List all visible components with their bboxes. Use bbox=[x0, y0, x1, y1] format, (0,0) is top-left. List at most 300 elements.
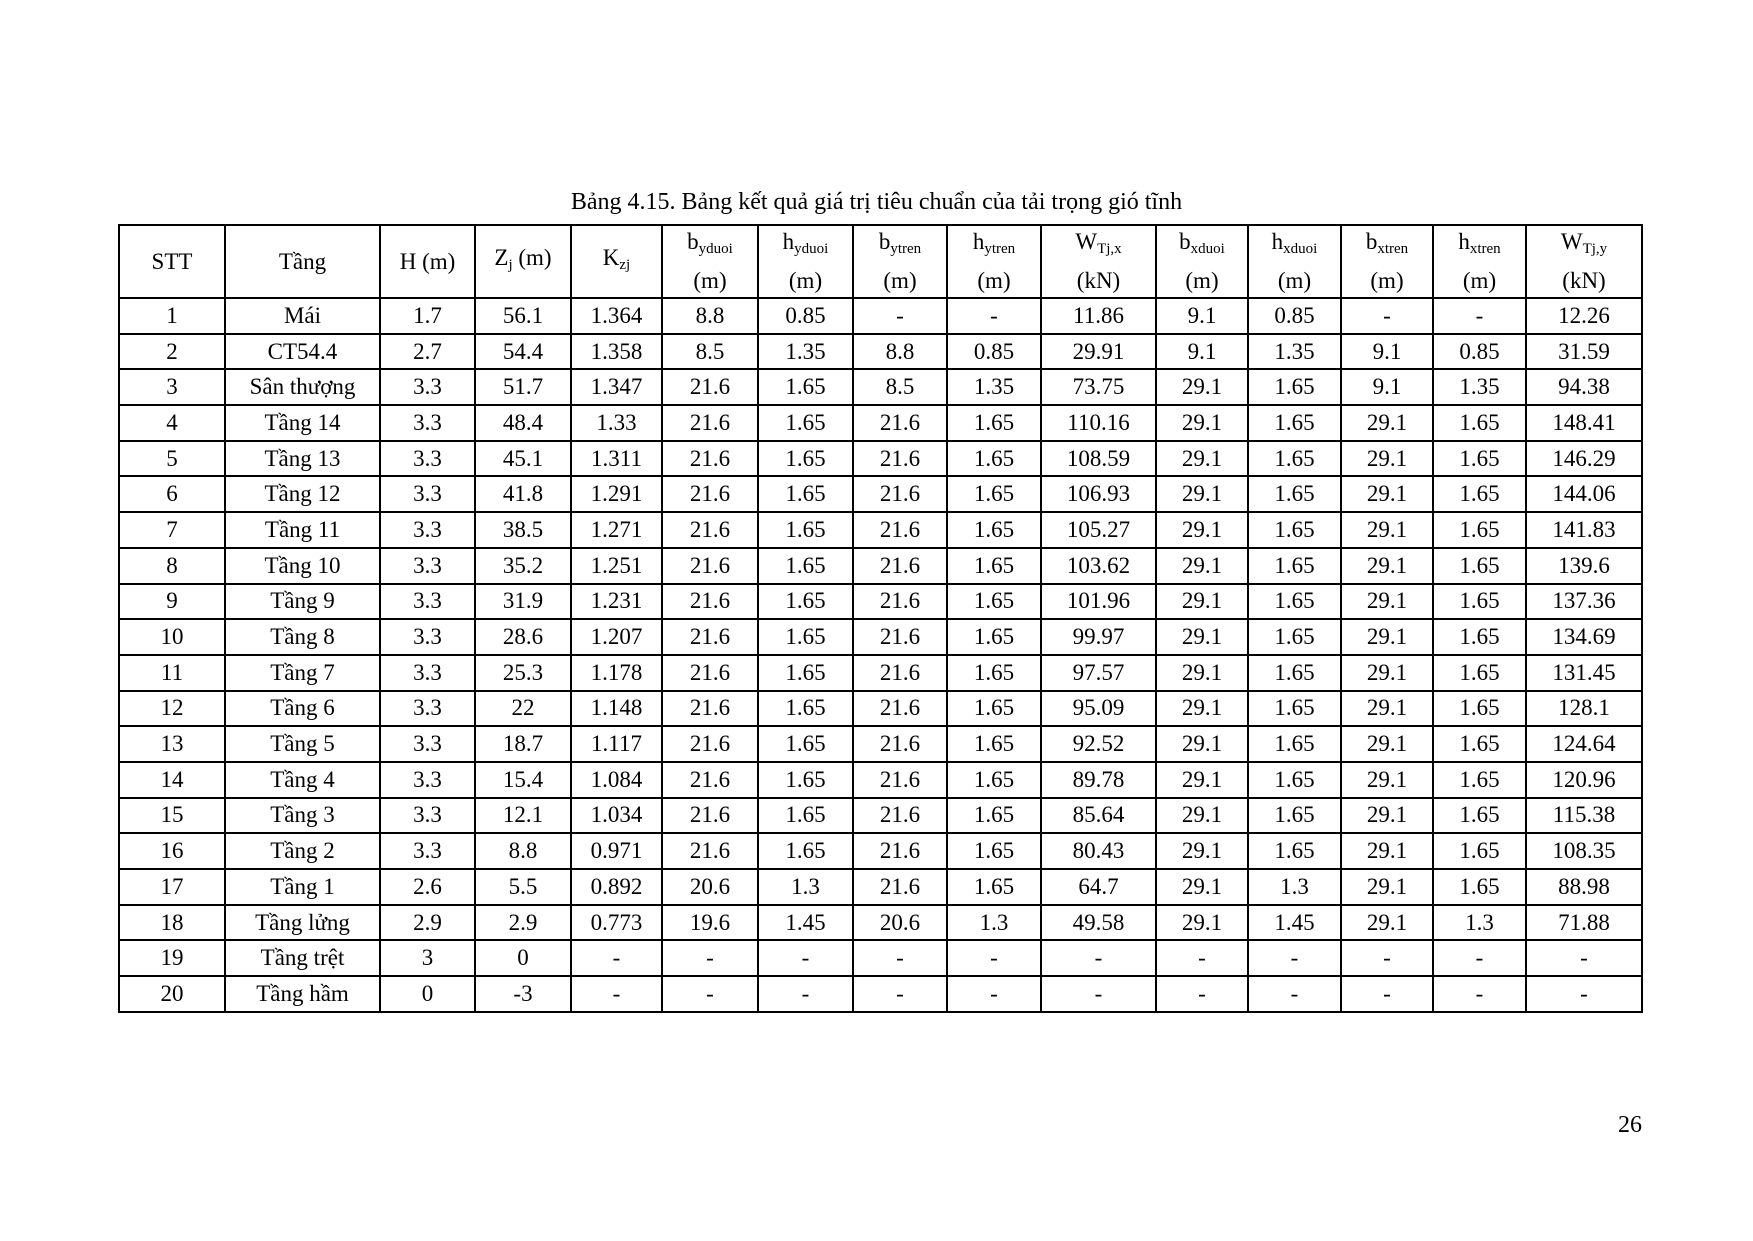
table-cell: 21.6 bbox=[662, 584, 758, 620]
table-cell: - bbox=[1433, 298, 1526, 334]
table-cell: 128.1 bbox=[1526, 691, 1642, 727]
table-cell: 13 bbox=[119, 726, 225, 762]
table-cell: 1.65 bbox=[1433, 619, 1526, 655]
table-cell: - bbox=[758, 976, 853, 1012]
table-cell: - bbox=[1433, 940, 1526, 976]
table-cell: 1.65 bbox=[947, 726, 1041, 762]
column-header-label bbox=[381, 246, 474, 278]
table-cell: 35.2 bbox=[475, 548, 571, 584]
table-cell: 29.1 bbox=[1156, 726, 1248, 762]
column-header bbox=[1248, 225, 1341, 298]
header-symbol: h bbox=[782, 229, 795, 254]
table-cell: 29.1 bbox=[1341, 619, 1433, 655]
table-cell: 6 bbox=[119, 476, 225, 512]
table-cell: Tầng 5 bbox=[225, 726, 380, 762]
column-header-label bbox=[476, 242, 570, 281]
table-cell: 80.43 bbox=[1041, 833, 1156, 869]
table-cell: CT54.4 bbox=[225, 334, 380, 370]
table-cell: 21.6 bbox=[662, 476, 758, 512]
table-cell: 29.1 bbox=[1341, 762, 1433, 798]
table-cell: 1.3 bbox=[758, 869, 853, 905]
header-symbol: h bbox=[1458, 229, 1470, 254]
table-cell: 29.1 bbox=[1341, 691, 1433, 727]
column-header-label bbox=[120, 246, 224, 278]
table-cell: Tầng 4 bbox=[225, 762, 380, 798]
column-header bbox=[1526, 225, 1642, 298]
table-cell: 95.09 bbox=[1041, 691, 1156, 727]
table-cell: 1.65 bbox=[1248, 441, 1341, 477]
table-cell: 11 bbox=[119, 655, 225, 691]
table-cell: 0.85 bbox=[1248, 298, 1341, 334]
header-subscript: j bbox=[508, 257, 513, 273]
header-subscript: Tj,x bbox=[1097, 241, 1122, 257]
table-cell: Tầng 14 bbox=[225, 405, 380, 441]
header-symbol: b bbox=[1179, 229, 1191, 254]
table-cell: - bbox=[947, 976, 1041, 1012]
table-row bbox=[119, 334, 1642, 370]
table-cell: 1.65 bbox=[1248, 833, 1341, 869]
table-cell: 29.1 bbox=[1156, 869, 1248, 905]
header-subscript: xtren bbox=[1377, 241, 1409, 257]
table-cell: - bbox=[853, 298, 947, 334]
table-cell: 1.65 bbox=[758, 548, 853, 584]
table-cell: 3 bbox=[119, 369, 225, 405]
table-cell: 29.1 bbox=[1341, 869, 1433, 905]
table-cell: 0 bbox=[475, 940, 571, 976]
table-cell: 21.6 bbox=[662, 619, 758, 655]
table-cell: 1.65 bbox=[1433, 548, 1526, 584]
table-cell: 1.45 bbox=[758, 905, 853, 941]
table-row bbox=[119, 869, 1642, 905]
table-cell: 21.6 bbox=[662, 548, 758, 584]
table-cell: 1.65 bbox=[947, 762, 1041, 798]
table-cell: - bbox=[1248, 940, 1341, 976]
table-cell: 1.084 bbox=[571, 762, 662, 798]
table-cell: -3 bbox=[475, 976, 571, 1012]
table-cell: 25.3 bbox=[475, 655, 571, 691]
table-cell: 4 bbox=[119, 405, 225, 441]
table-cell: 1.35 bbox=[1248, 334, 1341, 370]
table-cell: - bbox=[1433, 976, 1526, 1012]
table-cell: 21.6 bbox=[853, 762, 947, 798]
table-cell: - bbox=[947, 940, 1041, 976]
table-cell: 3.3 bbox=[380, 548, 475, 584]
table-cell: 1.65 bbox=[947, 584, 1041, 620]
table-cell: 0.892 bbox=[571, 869, 662, 905]
column-header bbox=[1433, 225, 1526, 298]
table-cell: 1.65 bbox=[1248, 655, 1341, 691]
table-cell: 1.35 bbox=[1433, 369, 1526, 405]
table-cell: 31.9 bbox=[475, 584, 571, 620]
table-cell: 1.65 bbox=[947, 869, 1041, 905]
table-row bbox=[119, 762, 1642, 798]
header-unit: (m) bbox=[1185, 268, 1219, 293]
header-unit: (m) bbox=[1462, 268, 1497, 293]
table-cell: 1.65 bbox=[758, 584, 853, 620]
table-cell: 18.7 bbox=[475, 726, 571, 762]
table-cell: 29.1 bbox=[1156, 548, 1248, 584]
table-row bbox=[119, 726, 1642, 762]
header-unit-inline: (m) bbox=[512, 245, 552, 270]
table-cell: 137.36 bbox=[1526, 584, 1642, 620]
table-cell: 29.1 bbox=[1341, 512, 1433, 548]
table-cell: 8.8 bbox=[853, 334, 947, 370]
table-cell: - bbox=[1526, 976, 1642, 1012]
table-cell: 21.6 bbox=[853, 655, 947, 691]
wind-load-table bbox=[118, 224, 1643, 1013]
table-cell: 1.65 bbox=[947, 476, 1041, 512]
table-cell: 1.65 bbox=[1248, 476, 1341, 512]
column-header-label bbox=[1434, 226, 1525, 265]
table-cell: 1.65 bbox=[947, 655, 1041, 691]
table-cell: 73.75 bbox=[1041, 369, 1156, 405]
column-header-label bbox=[226, 246, 379, 278]
table-cell: 21.6 bbox=[662, 798, 758, 834]
table-cell: Tầng 6 bbox=[225, 691, 380, 727]
header-subscript: zj bbox=[619, 257, 631, 273]
table-cell: 21.6 bbox=[853, 584, 947, 620]
column-header-label bbox=[759, 226, 852, 265]
table-cell: - bbox=[1341, 940, 1433, 976]
table-cell: 8.8 bbox=[662, 298, 758, 334]
table-cell: 3.3 bbox=[380, 441, 475, 477]
table-row bbox=[119, 512, 1642, 548]
table-cell: 21.6 bbox=[662, 512, 758, 548]
table-row bbox=[119, 976, 1642, 1012]
table-row bbox=[119, 369, 1642, 405]
table-cell: - bbox=[1156, 976, 1248, 1012]
table-cell: 3.3 bbox=[380, 369, 475, 405]
table-cell: 3.3 bbox=[380, 584, 475, 620]
table-cell: 17 bbox=[119, 869, 225, 905]
header-symbol: b bbox=[687, 229, 699, 254]
table-cell: 89.78 bbox=[1041, 762, 1156, 798]
table-cell: 3.3 bbox=[380, 833, 475, 869]
table-cell: 8.5 bbox=[662, 334, 758, 370]
table-cell: 38.5 bbox=[475, 512, 571, 548]
table-cell: 2.9 bbox=[380, 905, 475, 941]
header-unit: (m) bbox=[977, 268, 1011, 293]
table-row bbox=[119, 441, 1642, 477]
table-cell: 31.59 bbox=[1526, 334, 1642, 370]
header-subscript: yduoi bbox=[794, 241, 829, 257]
table-cell: 115.38 bbox=[1526, 798, 1642, 834]
table-cell: 5.5 bbox=[475, 869, 571, 905]
table-cell: 10 bbox=[119, 619, 225, 655]
table-cell: 22 bbox=[475, 691, 571, 727]
table-cell: 1.65 bbox=[1433, 798, 1526, 834]
table-cell: Tầng 11 bbox=[225, 512, 380, 548]
table-cell: 29.91 bbox=[1041, 334, 1156, 370]
table-cell: 21.6 bbox=[853, 726, 947, 762]
header-unit: (m) bbox=[1277, 268, 1312, 293]
table-cell: - bbox=[853, 976, 947, 1012]
table-cell: Sân thượng bbox=[225, 369, 380, 405]
table-cell: 1.65 bbox=[947, 833, 1041, 869]
table-cell: 71.88 bbox=[1526, 905, 1642, 941]
table-cell: 1.65 bbox=[758, 798, 853, 834]
table-cell: 2 bbox=[119, 334, 225, 370]
table-cell: 3.3 bbox=[380, 619, 475, 655]
table-row bbox=[119, 798, 1642, 834]
table-cell: 49.58 bbox=[1041, 905, 1156, 941]
table-cell: 1.65 bbox=[758, 619, 853, 655]
table-cell: 0.85 bbox=[758, 298, 853, 334]
table-cell: 1.65 bbox=[1433, 726, 1526, 762]
column-header-label bbox=[1042, 226, 1155, 265]
table-cell: 21.6 bbox=[662, 405, 758, 441]
header-unit: (m) bbox=[1370, 268, 1404, 293]
table-cell: 29.1 bbox=[1156, 798, 1248, 834]
column-header bbox=[571, 225, 662, 298]
table-cell: 141.83 bbox=[1526, 512, 1642, 548]
table-cell: - bbox=[947, 298, 1041, 334]
table-cell: 1.65 bbox=[1433, 869, 1526, 905]
table-cell: 12 bbox=[119, 691, 225, 727]
header-symbol: h bbox=[1271, 229, 1284, 254]
header-unit: (kN) bbox=[1076, 268, 1121, 293]
header-symbol: Z bbox=[494, 245, 509, 270]
table-cell: 1.251 bbox=[571, 548, 662, 584]
header-subscript: ytren bbox=[984, 241, 1016, 257]
table-row bbox=[119, 691, 1642, 727]
table-cell: 20 bbox=[119, 976, 225, 1012]
table-cell: 3.3 bbox=[380, 798, 475, 834]
table-cell: 3.3 bbox=[380, 655, 475, 691]
table-cell: 21.6 bbox=[662, 726, 758, 762]
table-cell: 0.85 bbox=[1433, 334, 1526, 370]
table-row bbox=[119, 548, 1642, 584]
table-cell: 21.6 bbox=[853, 441, 947, 477]
column-header-label bbox=[1249, 226, 1340, 265]
table-cell: 1.65 bbox=[1248, 584, 1341, 620]
header-symbol: K bbox=[602, 245, 620, 270]
table-cell: 8.5 bbox=[853, 369, 947, 405]
table-cell: 29.1 bbox=[1341, 548, 1433, 584]
table-cell: 29.1 bbox=[1156, 833, 1248, 869]
table-cell: 64.7 bbox=[1041, 869, 1156, 905]
table-cell: 20.6 bbox=[662, 869, 758, 905]
header-row bbox=[119, 225, 1642, 298]
header-subscript: Tj,y bbox=[1582, 241, 1608, 257]
table-cell: 9.1 bbox=[1156, 334, 1248, 370]
table-cell: 9.1 bbox=[1156, 298, 1248, 334]
table-cell: 1.65 bbox=[1248, 691, 1341, 727]
table-cell: 146.29 bbox=[1526, 441, 1642, 477]
table-cell: 3 bbox=[380, 940, 475, 976]
table-cell: 2.7 bbox=[380, 334, 475, 370]
table-cell: 1.291 bbox=[571, 476, 662, 512]
table-cell: 1.65 bbox=[1433, 512, 1526, 548]
table-cell: 1.65 bbox=[1433, 762, 1526, 798]
column-header-label bbox=[1527, 226, 1641, 265]
table-cell: 1.364 bbox=[571, 298, 662, 334]
column-header bbox=[947, 225, 1041, 298]
header-unit: (m) bbox=[693, 268, 727, 293]
table-body bbox=[119, 298, 1642, 1012]
table-cell: 21.6 bbox=[853, 512, 947, 548]
table-cell: Tầng 12 bbox=[225, 476, 380, 512]
table-cell: 2.9 bbox=[475, 905, 571, 941]
table-cell: 56.1 bbox=[475, 298, 571, 334]
table-cell: 1.311 bbox=[571, 441, 662, 477]
table-cell: - bbox=[662, 976, 758, 1012]
table-row bbox=[119, 584, 1642, 620]
table-cell: 29.1 bbox=[1156, 905, 1248, 941]
table-cell: 108.59 bbox=[1041, 441, 1156, 477]
table-cell: 9.1 bbox=[1341, 369, 1433, 405]
table-cell: 29.1 bbox=[1156, 369, 1248, 405]
table-cell: 54.4 bbox=[475, 334, 571, 370]
header-subscript: xduoi bbox=[1190, 241, 1225, 257]
table-cell: 148.41 bbox=[1526, 405, 1642, 441]
table-cell: 19.6 bbox=[662, 905, 758, 941]
table-cell: 2.6 bbox=[380, 869, 475, 905]
table-cell: 21.6 bbox=[853, 405, 947, 441]
table-cell: 0.773 bbox=[571, 905, 662, 941]
table-cell: 5 bbox=[119, 441, 225, 477]
header-subscript: ytren bbox=[890, 241, 922, 257]
table-cell: 1.271 bbox=[571, 512, 662, 548]
table-cell: 110.16 bbox=[1041, 405, 1156, 441]
table-cell: Tầng 10 bbox=[225, 548, 380, 584]
table-cell: - bbox=[571, 940, 662, 976]
table-cell: 29.1 bbox=[1341, 905, 1433, 941]
table-cell: 1.117 bbox=[571, 726, 662, 762]
table-cell: 29.1 bbox=[1156, 655, 1248, 691]
table-cell: 1.3 bbox=[947, 905, 1041, 941]
table-cell: 99.97 bbox=[1041, 619, 1156, 655]
table-cell: 1.3 bbox=[1248, 869, 1341, 905]
header-symbol: H (m) bbox=[399, 248, 456, 274]
table-cell: 29.1 bbox=[1156, 476, 1248, 512]
table-cell: 3.3 bbox=[380, 476, 475, 512]
table-cell: 12.26 bbox=[1526, 298, 1642, 334]
table-cell: 1.65 bbox=[947, 512, 1041, 548]
table-cell: Tầng hầm bbox=[225, 976, 380, 1012]
table-cell: 14 bbox=[119, 762, 225, 798]
column-header bbox=[662, 225, 758, 298]
header-unit: (m) bbox=[788, 268, 823, 293]
table-cell: 1.65 bbox=[758, 512, 853, 548]
table-cell: 1.3 bbox=[1433, 905, 1526, 941]
table-row bbox=[119, 476, 1642, 512]
header-symbol: W bbox=[1075, 229, 1098, 254]
table-cell: 1.347 bbox=[571, 369, 662, 405]
table-cell: 21.6 bbox=[853, 798, 947, 834]
table-cell: 19 bbox=[119, 940, 225, 976]
table-cell: Tầng 1 bbox=[225, 869, 380, 905]
table-cell: 21.6 bbox=[662, 833, 758, 869]
table-cell: 21.6 bbox=[662, 655, 758, 691]
table-cell: 1.65 bbox=[1248, 619, 1341, 655]
table-cell: - bbox=[853, 940, 947, 976]
table-cell: 92.52 bbox=[1041, 726, 1156, 762]
table-cell: 1.65 bbox=[1248, 405, 1341, 441]
table-cell: 3.3 bbox=[380, 762, 475, 798]
table-cell: 1.148 bbox=[571, 691, 662, 727]
table-cell: 1.65 bbox=[758, 833, 853, 869]
table-cell: - bbox=[1341, 976, 1433, 1012]
header-symbol: STT bbox=[151, 248, 193, 274]
column-header bbox=[758, 225, 853, 298]
table-cell: 0.971 bbox=[571, 833, 662, 869]
table-cell: 85.64 bbox=[1041, 798, 1156, 834]
table-cell: 131.45 bbox=[1526, 655, 1642, 691]
table-cell: 29.1 bbox=[1156, 691, 1248, 727]
table-cell: - bbox=[1156, 940, 1248, 976]
table-cell: 21.6 bbox=[662, 762, 758, 798]
table-cell: 48.4 bbox=[475, 405, 571, 441]
table-cell: 29.1 bbox=[1341, 405, 1433, 441]
table-cell: 15 bbox=[119, 798, 225, 834]
table-cell: 29.1 bbox=[1156, 619, 1248, 655]
header-unit: (m) bbox=[883, 268, 917, 293]
table-cell: 124.64 bbox=[1526, 726, 1642, 762]
column-header bbox=[119, 225, 225, 298]
table-cell: 16 bbox=[119, 833, 225, 869]
table-cell: 1.65 bbox=[947, 405, 1041, 441]
table-cell: 1.358 bbox=[571, 334, 662, 370]
table-cell: 20.6 bbox=[853, 905, 947, 941]
table-cell: 97.57 bbox=[1041, 655, 1156, 691]
header-subscript: xtren bbox=[1469, 241, 1501, 257]
table-cell: 29.1 bbox=[1341, 584, 1433, 620]
table-cell: 1.65 bbox=[1248, 762, 1341, 798]
table-cell: 21.6 bbox=[662, 691, 758, 727]
table-cell: 7 bbox=[119, 512, 225, 548]
table-cell: 21.6 bbox=[853, 691, 947, 727]
table-cell: 29.1 bbox=[1341, 726, 1433, 762]
table-cell: 108.35 bbox=[1526, 833, 1642, 869]
table-cell: 1.65 bbox=[758, 476, 853, 512]
table-cell: 29.1 bbox=[1156, 441, 1248, 477]
column-header bbox=[475, 225, 571, 298]
table-cell: 1.65 bbox=[1433, 441, 1526, 477]
table-cell: 29.1 bbox=[1156, 762, 1248, 798]
table-cell: 1.35 bbox=[758, 334, 853, 370]
table-cell: 1.65 bbox=[1433, 476, 1526, 512]
table-cell: 1.231 bbox=[571, 584, 662, 620]
header-symbol: b bbox=[1365, 229, 1378, 254]
table-cell: 103.62 bbox=[1041, 548, 1156, 584]
table-cell: 1.45 bbox=[1248, 905, 1341, 941]
table-cell: Tầng 2 bbox=[225, 833, 380, 869]
table-cell: 1.65 bbox=[758, 691, 853, 727]
table-cell: 1.33 bbox=[571, 405, 662, 441]
table-cell: 1.65 bbox=[1433, 833, 1526, 869]
table-cell: 1.65 bbox=[1433, 655, 1526, 691]
table-cell: 1.65 bbox=[947, 548, 1041, 584]
column-header bbox=[1156, 225, 1248, 298]
table-cell: 3.3 bbox=[380, 512, 475, 548]
table-cell: 12.1 bbox=[475, 798, 571, 834]
table-cell: 29.1 bbox=[1341, 798, 1433, 834]
table-row bbox=[119, 905, 1642, 941]
header-symbol: Tầng bbox=[278, 248, 327, 274]
table-cell: Tầng trệt bbox=[225, 940, 380, 976]
table-cell: - bbox=[1341, 298, 1433, 334]
table-cell: 1.65 bbox=[1433, 405, 1526, 441]
table-cell: 88.98 bbox=[1526, 869, 1642, 905]
column-header bbox=[853, 225, 947, 298]
table-cell: 105.27 bbox=[1041, 512, 1156, 548]
table-cell: 1.65 bbox=[758, 405, 853, 441]
column-header-label bbox=[854, 226, 946, 265]
column-header-label bbox=[948, 226, 1040, 265]
table-row bbox=[119, 833, 1642, 869]
table-row bbox=[119, 655, 1642, 691]
